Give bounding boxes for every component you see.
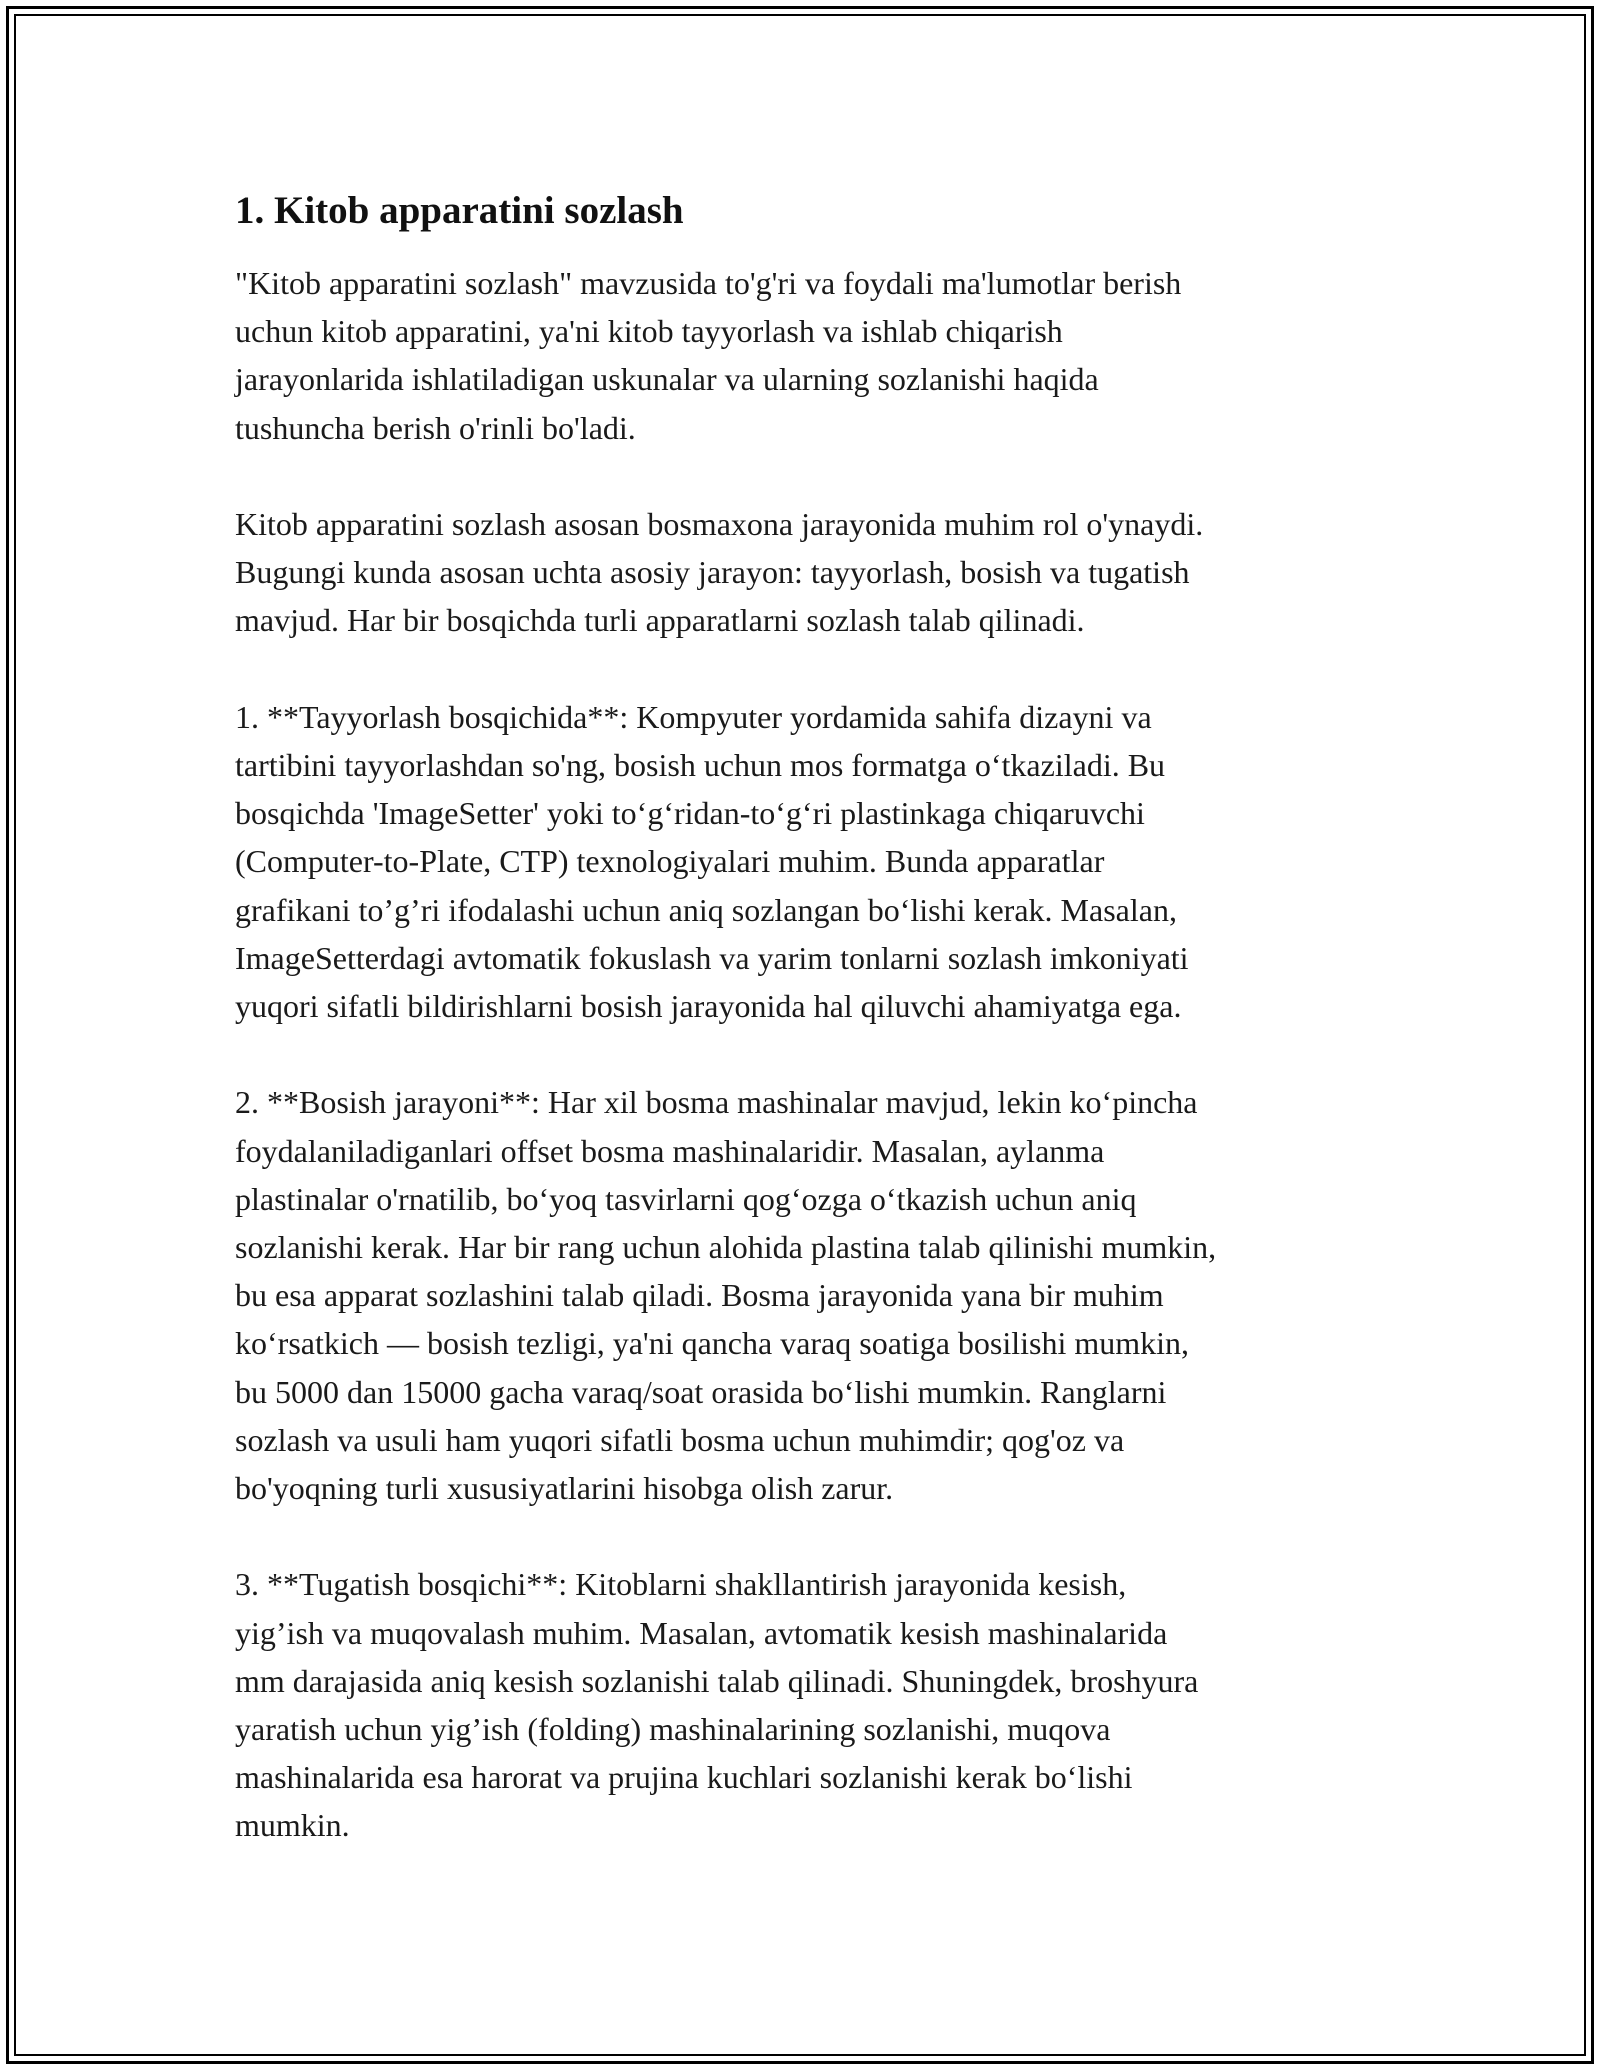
text-line: bosqichda 'ImageSetter' yoki to‘g‘ridan-to‘g‘ri plastinkaga chiqaruvchi bbox=[235, 795, 1145, 832]
intro-paragraph bbox=[235, 259, 1395, 452]
text-line: yig’ish va muqovalash muhim. Masalan, avtomatik kesish mashinalarida bbox=[235, 1614, 1168, 1651]
text-line: 3. **Tugatish bosqichi**: Kitoblarni shakllantirish jarayonida kesish, bbox=[235, 1566, 1127, 1603]
text-line: bu esa apparat sozlashini talab qiladi. Bosma jarayonida yana bir muhim bbox=[235, 1277, 1164, 1314]
text-line: yaratish uchun yig’ish (folding) mashinalarining sozlanishi, muqova bbox=[235, 1711, 1111, 1748]
text-line: grafikani to’g’ri ifodalashi uchun aniq sozlangan bo‘lishi kerak. Masalan, bbox=[235, 891, 1177, 928]
text-line: Bugungi kunda asosan uchta asosiy jarayon: tayyorlash, bosish va tugatish bbox=[235, 554, 1190, 591]
text-line: 2. **Bosish jarayoni**: Har xil bosma mashinalar mavjud, lekin ko‘pincha bbox=[235, 1084, 1198, 1121]
text-line: ImageSetterdagi avtomatik fokuslash va yarim tonlarni sozlash imkoniyati bbox=[235, 939, 1189, 976]
text-line: 1. **Tayyorlash bosqichida**: Kompyuter yordamida sahifa dizayni va bbox=[235, 698, 1152, 735]
text-line: ko‘rsatkich — bosish tezligi, ya'ni qancha varaq soatiga bosilishi mumkin, bbox=[235, 1325, 1190, 1362]
text-line: Kitob apparatini sozlash asosan bosmaxona jarayonida muhim rol o'ynaydi. bbox=[235, 506, 1204, 542]
text-line: "Kitob apparatini sozlash" mavzusida to'g'ri va foydali ma'lumotlar berish bbox=[235, 265, 1182, 301]
text-line: tartibini tayyorlashdan so'ng, bosish uchun mos formatga o‘tkaziladi. Bu bbox=[235, 747, 1166, 783]
text-line: yuqori sifatli bildirishlarni bosish jarayonida hal qiluvchi ahamiyatga ega. bbox=[235, 988, 1182, 1025]
text-line: bo'yoqning turli xususiyatlarini hisobga olish zarur. bbox=[235, 1470, 894, 1507]
text-line: sozlanishi kerak. Har bir rang uchun alohida plastina talab qilinishi mumkin, bbox=[235, 1229, 1217, 1266]
text-line: uchun kitob apparatini, ya'ni kitob tayyorlash va ishlab chiqarish bbox=[235, 313, 1063, 350]
text-line: bu 5000 dan 15000 gacha varaq/soat orasida bo‘lishi mumkin. Ranglarni bbox=[235, 1373, 1167, 1410]
preparation-stage-paragraph bbox=[235, 693, 1395, 1030]
text-line: mumkin. bbox=[235, 1807, 350, 1844]
document-title: 1. Kitob apparatini sozlash bbox=[235, 189, 684, 232]
printing-stage-paragraph bbox=[235, 1078, 1395, 1512]
text-line: mavjud. Har bir bosqichda turli apparatlarni sozlash talab qilinadi. bbox=[235, 602, 1085, 639]
text-line: tushuncha berish o'rinli bo'ladi. bbox=[235, 409, 636, 446]
text-line: plastinalar o'rnatilib, bo‘yoq tasvirlarni qog‘ozga o‘tkazish uchun aniq bbox=[235, 1180, 1137, 1217]
overview-paragraph bbox=[235, 500, 1395, 645]
text-line: foydalaniladiganlari offset bosma mashinalaridir. Masalan, aylanma bbox=[235, 1132, 1105, 1169]
finishing-stage-paragraph bbox=[235, 1560, 1395, 1849]
text-line: jarayonlarida ishlatiladigan uskunalar va ularning sozlanishi haqida bbox=[235, 361, 1099, 398]
text-line: mm darajasida aniq kesish sozlanishi talab qilinadi. Shuningdek, broshyura bbox=[235, 1662, 1199, 1699]
text-line: mashinalarida esa harorat va prujina kuchlari sozlanishi kerak bo‘lishi bbox=[235, 1759, 1133, 1796]
document-body bbox=[235, 185, 1395, 1898]
text-line: sozlash va usuli ham yuqori sifatli bosma uchun muhimdir; qog'oz va bbox=[235, 1421, 1125, 1458]
text-line: (Computer-to-Plate, CTP) texnologiyalari muhim. Bunda apparatlar bbox=[235, 843, 1105, 880]
